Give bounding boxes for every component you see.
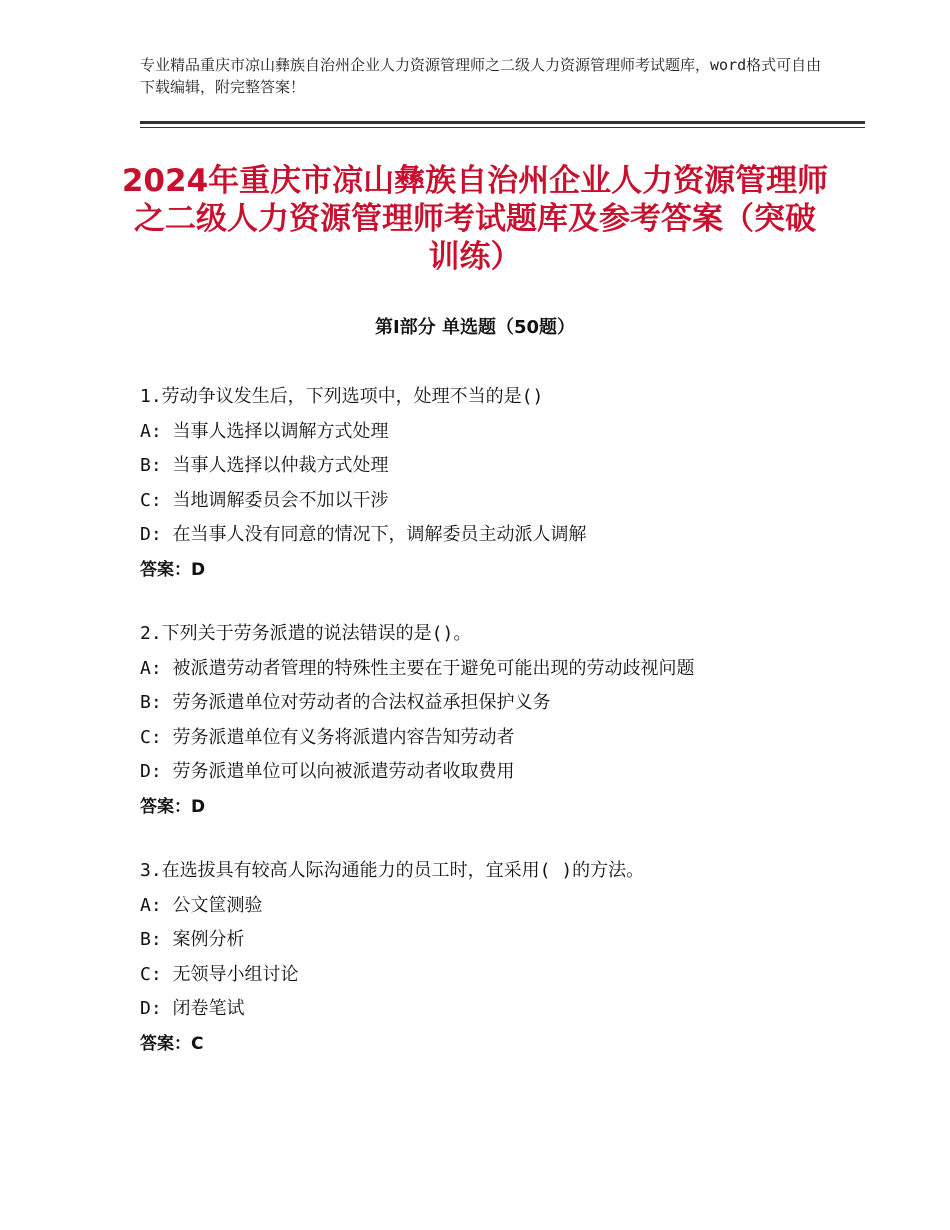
question-2 (140, 617, 830, 824)
question-3 (140, 854, 830, 1061)
option-d: D: 劳务派遣单位可以向被派遣劳动者收取费用 (140, 761, 515, 782)
option-b: B: 劳务派遣单位对劳动者的合法权益承担保护义务 (140, 692, 551, 713)
option-a: A: 公文筐测验 (140, 894, 263, 916)
header-rule-thick (140, 121, 865, 124)
question-stem: 3.在选拔具有较高人际沟通能力的员工时，宜采用( )的方法。 (140, 860, 645, 881)
question-stem: 2.下列关于劳务派遣的说法错误的是()。 (140, 623, 472, 644)
document-title: 2024年重庆市凉山彝族自治州企业人力资源管理师之二级人力资源管理师考试题库及参考答案（突破训练） (121, 163, 829, 275)
header-note: 专业精品重庆市凉山彝族自治州企业人力资源管理师之二级人力资源管理师考试题库，word格式可自由下载编辑，附完整答案！ (140, 56, 822, 96)
option-c: C: 劳务派遣单位有义务将派遣内容告知劳动者 (140, 726, 515, 748)
answer: 答案：D (140, 559, 206, 580)
question-stem: 1.劳动争议发生后，下列选项中，处理不当的是() (140, 386, 544, 407)
option-b: B: 案例分析 (140, 929, 245, 950)
option-a: A: 被派遣劳动者管理的特殊性主要在于避免可能出现的劳动歧视问题 (140, 657, 695, 679)
question-1 (140, 380, 830, 587)
header-rule-thin (140, 127, 865, 128)
option-c: C: 无领导小组讨论 (140, 963, 299, 985)
option-d: D: 在当事人没有同意的情况下，调解委员主动派人调解 (140, 524, 587, 545)
option-c: C: 当地调解委员会不加以干涉 (140, 489, 389, 511)
answer: 答案：C (140, 1033, 204, 1054)
option-d: D: 闭卷笔试 (140, 998, 245, 1019)
question-list (140, 380, 830, 1091)
option-a: A: 当事人选择以调解方式处理 (140, 420, 389, 442)
option-b: B: 当事人选择以仲裁方式处理 (140, 455, 389, 476)
answer: 答案：D (140, 796, 206, 817)
section-title: 第Ⅰ部分 单选题（50题） (374, 317, 575, 338)
